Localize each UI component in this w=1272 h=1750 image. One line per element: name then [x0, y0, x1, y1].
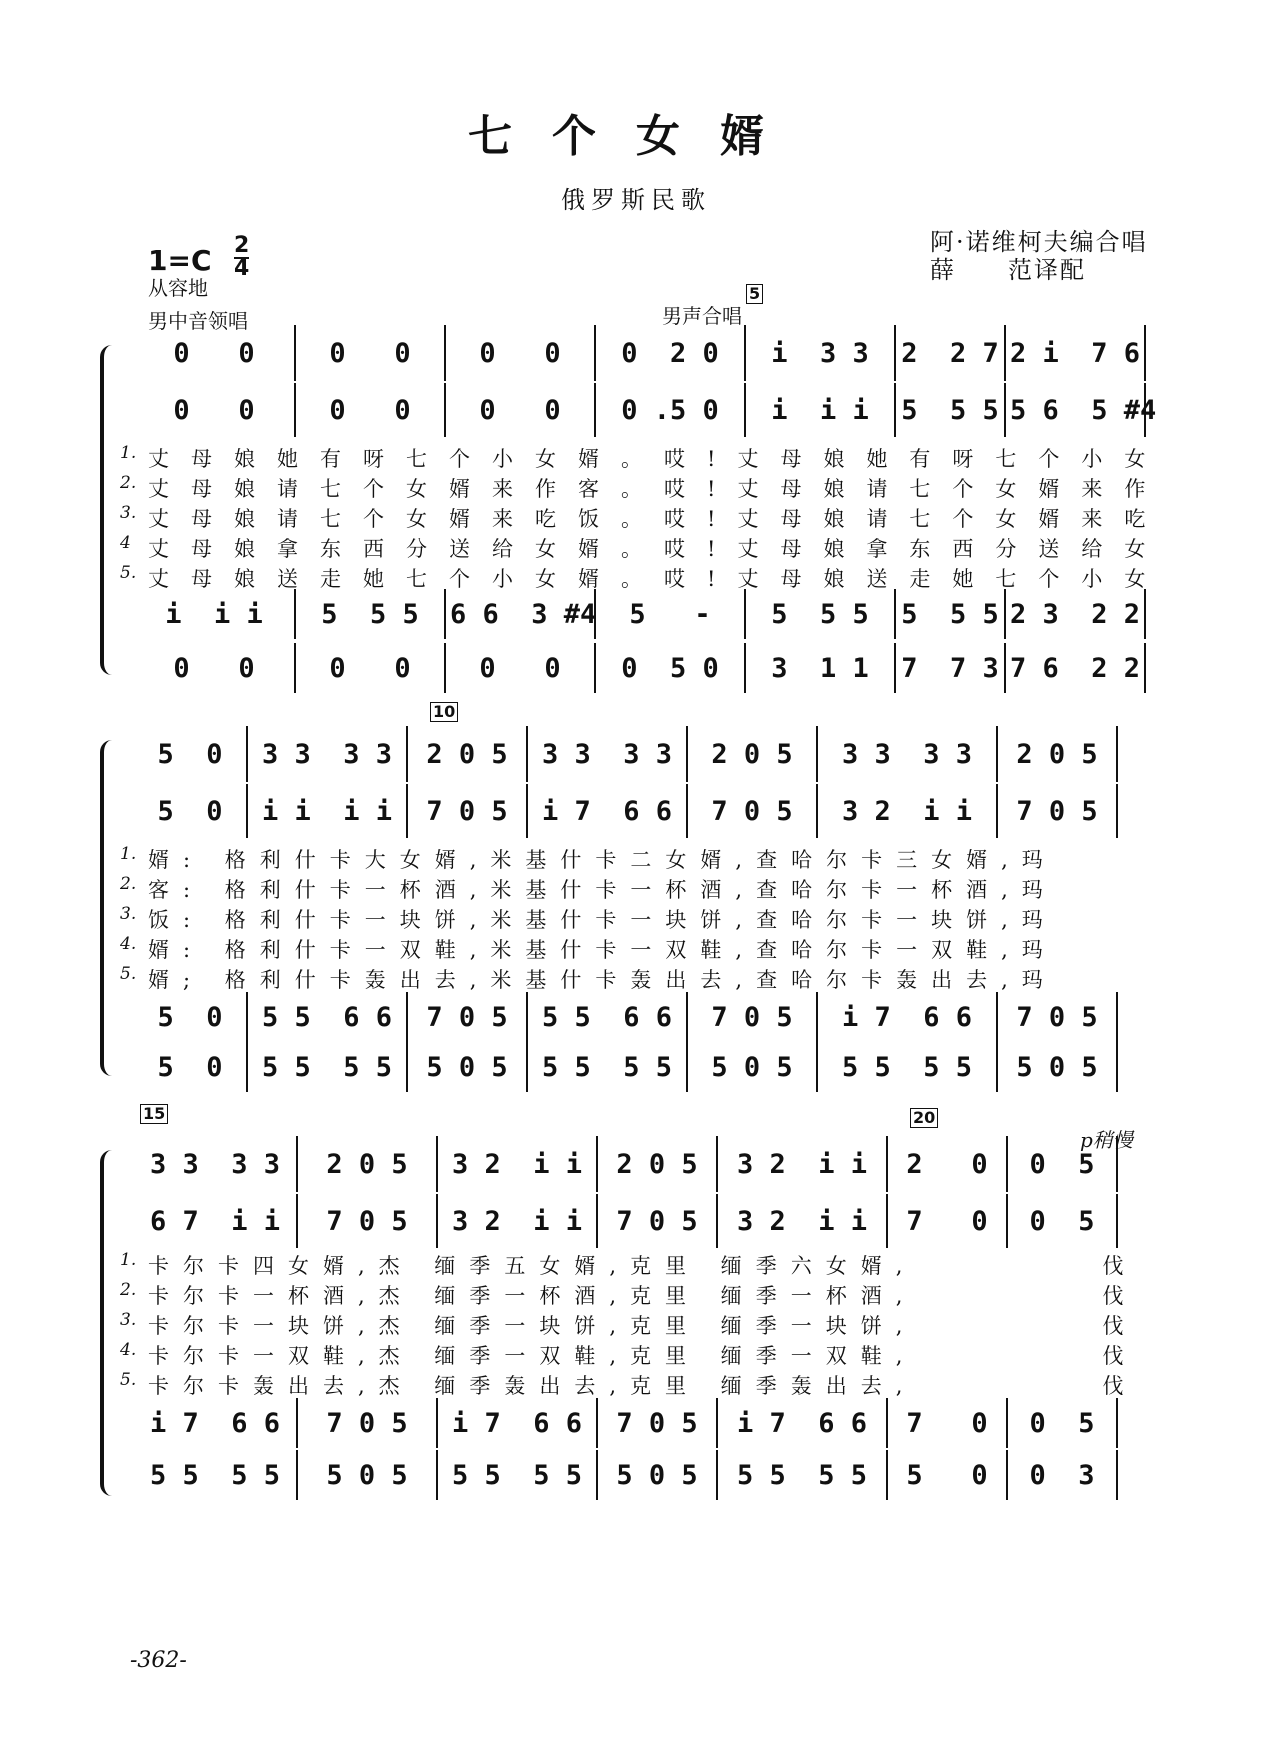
notes: 2 i 7 6: [1010, 337, 1141, 369]
notes: i 3 3: [771, 337, 869, 369]
time-signature-bottom: 4: [234, 256, 250, 281]
measure: [138, 643, 296, 693]
measure: [296, 589, 446, 639]
notes: 3 3 3 3: [841, 738, 973, 770]
notes: 5 0 5: [326, 1459, 408, 1491]
notes: 2 0 5: [711, 738, 793, 770]
score-system-1: [100, 325, 1180, 695]
measure: [298, 1450, 438, 1500]
lyric-line: [120, 503, 1180, 533]
measure: [598, 1398, 718, 1448]
lyric-line: [120, 1340, 1180, 1370]
tempo-marking: 从容地: [148, 276, 208, 300]
notes: 7 0 5: [711, 1001, 793, 1033]
lyric-line: [120, 473, 1180, 503]
lyric-line: [120, 1280, 1180, 1310]
notes: 2 0 5: [1016, 738, 1098, 770]
notes: 5 0: [906, 1459, 988, 1491]
notes: 7 0: [906, 1205, 988, 1237]
measure: [718, 1398, 888, 1448]
measure: [896, 643, 1006, 693]
verse-number: 4.: [120, 934, 137, 954]
notes: 5 0 5: [1016, 1051, 1098, 1083]
part-lead-label: 男中音领唱: [148, 309, 248, 333]
measure: [446, 383, 596, 437]
measure: [888, 1194, 1008, 1248]
notes: 0 0: [479, 394, 561, 426]
measure: [138, 383, 296, 437]
measure: [596, 383, 746, 437]
lyric-line: [120, 1250, 1180, 1280]
verse-number: 2.: [120, 874, 137, 894]
measure: [528, 1042, 688, 1092]
notes: 7 7 3: [901, 652, 999, 684]
measure: [1006, 589, 1146, 639]
verse-number: 4.: [120, 1340, 137, 1360]
notes: 7 0 5: [426, 795, 508, 827]
verse-number: 1.: [120, 1250, 137, 1270]
measure: [818, 784, 998, 838]
measure: [446, 589, 596, 639]
notes: 0 0: [329, 652, 411, 684]
measure: [408, 992, 528, 1042]
notes: 3 2 i i: [736, 1148, 868, 1180]
arranger-credit: 阿·诺维柯夫编合唱: [930, 228, 1148, 256]
lyric-text: 卡尔卡轰出去,杰 缅季轰出去,克里 缅季轰出去, 伐: [148, 1374, 1138, 1398]
notes: 0 .5 0: [621, 394, 719, 426]
notes: 2 0 5: [616, 1148, 698, 1180]
notes: 5 5 5 5: [841, 1051, 973, 1083]
lyric-line: [120, 533, 1180, 563]
measure: [248, 992, 408, 1042]
lyric-text: 丈母娘送走她七个小女婿。哎!丈母娘送走她七个小女: [148, 567, 1168, 591]
notes: 7 0 5: [1016, 795, 1098, 827]
notes: 2 3 2 2: [1010, 598, 1141, 630]
notes: 7 0 5: [616, 1407, 698, 1439]
notes: 7 0 5: [711, 795, 793, 827]
lyric-text: 丈母娘她有呀七个小女婿。哎!丈母娘她有呀七个小女: [148, 447, 1168, 471]
notes: i 7 6 6: [736, 1407, 868, 1439]
time-signature-top: 2: [234, 233, 250, 258]
measure: [1008, 1450, 1118, 1500]
notes: i i i i: [261, 795, 393, 827]
time-signature: [234, 233, 250, 281]
notes: 0 5: [1029, 1407, 1095, 1439]
voice-row-3: [138, 1398, 1188, 1448]
slow-marking: p稍慢: [1080, 1128, 1133, 1152]
measure: [688, 784, 818, 838]
measure: [138, 1450, 298, 1500]
lyric-line: [120, 443, 1180, 473]
measure: [248, 784, 408, 838]
measure: [718, 1194, 888, 1248]
measure: [438, 1136, 598, 1192]
lyric-text: 客: 格利什卡一杯酒,米基什卡一杯酒,查哈尔卡一杯酒,玛: [148, 878, 1057, 902]
notes: 7 0 5: [426, 1001, 508, 1033]
measure: [138, 1136, 298, 1192]
lyric-line: [120, 1370, 1180, 1400]
notes: 5 5 5 5: [261, 1051, 393, 1083]
measure: [596, 325, 746, 381]
voice-row-4: [138, 643, 1188, 693]
measure: [138, 589, 296, 639]
measure-mark-15: 15: [140, 1104, 168, 1124]
measure: [746, 325, 896, 381]
measure: [998, 784, 1118, 838]
notes: 5 5 5 5: [736, 1459, 868, 1491]
measure: [598, 1194, 718, 1248]
measure: [138, 784, 248, 838]
measure: [596, 589, 746, 639]
score-system-3: [100, 1136, 1180, 1516]
notes: 5 0: [157, 795, 223, 827]
notes: 0 0: [173, 652, 255, 684]
verse-number: 1.: [120, 443, 137, 463]
notes: 5 0: [157, 738, 223, 770]
notes: 5 0 5: [616, 1459, 698, 1491]
measure: [1006, 325, 1146, 381]
verse-number: 2.: [120, 473, 137, 493]
notes: 0 3: [1029, 1459, 1095, 1491]
notes: 7 0 5: [326, 1205, 408, 1237]
voice-row-1: [138, 325, 1188, 381]
measure: [888, 1136, 1008, 1192]
notes: 2 2 7: [901, 337, 999, 369]
measure: [1006, 383, 1157, 437]
notes: 5 5 5: [901, 598, 999, 630]
verse-number: 1.: [120, 844, 137, 864]
notes: 7 0: [906, 1407, 988, 1439]
notes: 3 3 3 3: [261, 738, 393, 770]
lyric-text: 卡尔卡一块饼,杰 缅季一块饼,克里 缅季一块饼, 伐: [148, 1314, 1138, 1338]
measure: [248, 1042, 408, 1092]
measure: [896, 325, 1006, 381]
part-choir-label: 男声合唱: [662, 304, 742, 328]
system-brace: [100, 1150, 118, 1496]
verse-number: 3.: [120, 1310, 137, 1330]
system-brace: [100, 740, 118, 1076]
lyric-text: 丈母娘请七个女婿来作客。哎!丈母娘请七个女婿来作: [148, 477, 1168, 501]
lyric-line: [120, 904, 1180, 934]
lyric-text: 婿: 格利什卡大女婿,米基什卡二女婿,查哈尔卡三女婿,玛: [148, 848, 1057, 872]
measure: [1008, 1136, 1118, 1192]
measure: [296, 643, 446, 693]
verse-number: 4: [120, 533, 131, 553]
notes: 7 0 5: [1016, 1001, 1098, 1033]
measure: [138, 325, 296, 381]
measure: [688, 1042, 818, 1092]
notes: 5 5 5: [901, 394, 999, 426]
measure-mark-20: 20: [910, 1108, 938, 1128]
measure: [818, 726, 998, 782]
notes: 5 0 5: [426, 1051, 508, 1083]
measure: [818, 1042, 998, 1092]
measure: [528, 726, 688, 782]
notes: 6 7 i i: [149, 1205, 281, 1237]
song-subtitle: 俄罗斯民歌: [561, 186, 711, 214]
notes: 0 5: [1029, 1205, 1095, 1237]
notes: 5 0: [157, 1051, 223, 1083]
lyric-line: [120, 1310, 1180, 1340]
notes: 5 5 5 5: [451, 1459, 583, 1491]
measure: [1008, 1194, 1118, 1248]
lyric-text: 卡尔卡四女婿,杰 缅季五女婿,克里 缅季六女婿, 伐: [148, 1254, 1138, 1278]
notes: 5 0: [157, 1001, 223, 1033]
translator-credit: 薛 范译配: [930, 256, 1086, 284]
measure: [438, 1398, 598, 1448]
notes: 7 0 5: [326, 1407, 408, 1439]
measure: [1008, 1398, 1118, 1448]
notes: 0 5: [1029, 1148, 1095, 1180]
measure: [298, 1136, 438, 1192]
notes: 5 5 6 6: [261, 1001, 393, 1033]
voice-row-1: [138, 1136, 1188, 1192]
lyric-text: 婿; 格利什卡轰出去,米基什卡轰出去,查哈尔卡轰出去,玛: [148, 968, 1057, 992]
measure: [998, 726, 1118, 782]
voice-row-2: [138, 1194, 1188, 1248]
notes: 5 5 6 6: [541, 1001, 673, 1033]
notes: 5 5 5 5: [149, 1459, 281, 1491]
verse-number: 5.: [120, 1370, 137, 1390]
measure: [446, 325, 596, 381]
measure: [408, 726, 528, 782]
verse-number: 2.: [120, 1280, 137, 1300]
measure: [596, 643, 746, 693]
verse-number: 5.: [120, 964, 137, 984]
verse-number: 3.: [120, 904, 137, 924]
verse-number: 5.: [120, 563, 137, 583]
measure: [138, 992, 248, 1042]
lyric-text: 丈母娘拿东西分送给女婿。哎!丈母娘拿东西分送给女: [148, 537, 1168, 561]
notes: i i i: [771, 394, 869, 426]
measure: [248, 726, 408, 782]
system-brace: [100, 345, 118, 675]
measure: [408, 784, 528, 838]
measure-mark-5: 5: [746, 284, 763, 304]
notes: 3 3 3 3: [541, 738, 673, 770]
verse-number: 3.: [120, 503, 137, 523]
notes: 0 0: [329, 394, 411, 426]
measure: [688, 726, 818, 782]
measure: [138, 1398, 298, 1448]
notes: 0 0: [173, 394, 255, 426]
voice-row-1: [138, 726, 1188, 782]
measure: [888, 1398, 1008, 1448]
voice-row-4: [138, 1042, 1188, 1092]
measure: [598, 1450, 718, 1500]
measure: [998, 1042, 1118, 1092]
notes: 7 6 2 2: [1010, 652, 1141, 684]
notes: i 7 6 6: [149, 1407, 281, 1439]
lyric-line: [120, 844, 1180, 874]
key-signature: 1=C: [148, 244, 212, 277]
lyric-text: 卡尔卡一双鞋,杰 缅季一双鞋,克里 缅季一双鞋, 伐: [148, 1344, 1138, 1368]
measure: [718, 1450, 888, 1500]
measure: [896, 589, 1006, 639]
measure: [718, 1136, 888, 1192]
measure: [298, 1398, 438, 1448]
measure: [746, 383, 896, 437]
voice-row-2: [138, 784, 1188, 838]
lyric-line: [120, 934, 1180, 964]
notes: 2 0 5: [426, 738, 508, 770]
notes: 0 2 0: [621, 337, 719, 369]
measure: [598, 1136, 718, 1192]
song-title: 七个女婿: [468, 111, 804, 162]
notes: 3 2 i i: [451, 1148, 583, 1180]
measure: [138, 726, 248, 782]
page-number: -362-: [130, 1648, 187, 1673]
notes: i 7 6 6: [451, 1407, 583, 1439]
lyric-text: 丈母娘请七个女婿来吃饭。哎!丈母娘请七个女婿来吃: [148, 507, 1168, 531]
lyric-line: [120, 874, 1180, 904]
measure: [528, 992, 688, 1042]
voice-row-4: [138, 1450, 1188, 1500]
notes: 3 1 1: [771, 652, 869, 684]
notes: 0 0: [329, 337, 411, 369]
notes: 3 3 3 3: [149, 1148, 281, 1180]
lyric-text: 婿: 格利什卡一双鞋,米基什卡一双鞋,查哈尔卡一双鞋,玛: [148, 938, 1057, 962]
notes: 0 0: [479, 652, 561, 684]
measure-mark-10: 10: [430, 702, 458, 722]
measure: [998, 992, 1118, 1042]
notes: 0 0: [173, 337, 255, 369]
notes: 2 0: [906, 1148, 988, 1180]
voice-row-3: [138, 992, 1188, 1042]
measure: [1006, 643, 1146, 693]
notes: 3 2 i i: [451, 1205, 583, 1237]
measure: [138, 1042, 248, 1092]
measure: [298, 1194, 438, 1248]
measure: [438, 1450, 598, 1500]
score-system-2: [100, 726, 1180, 1096]
notes: 5 5 5: [321, 598, 419, 630]
notes: 3 2 i i: [841, 795, 973, 827]
measure: [408, 1042, 528, 1092]
measure: [296, 383, 446, 437]
notes: 5 5 5: [771, 598, 869, 630]
measure: [138, 1194, 298, 1248]
voice-row-3: [138, 589, 1188, 639]
notes: 2 0 5: [326, 1148, 408, 1180]
measure: [688, 992, 818, 1042]
voice-row-2: [138, 383, 1188, 437]
notes: i 7 6 6: [541, 795, 673, 827]
measure: [896, 383, 1006, 437]
notes: 5 0 5: [711, 1051, 793, 1083]
measure: [296, 325, 446, 381]
notes: 0 0: [479, 337, 561, 369]
notes: 5 6 5 #4: [1010, 394, 1157, 426]
notes: 5 5 5 5: [541, 1051, 673, 1083]
notes: i 7 6 6: [841, 1001, 973, 1033]
notes: 6 6 3 #4: [450, 598, 597, 630]
notes: 0 5 0: [621, 652, 719, 684]
measure: [438, 1194, 598, 1248]
lyric-line: [120, 964, 1180, 994]
measure: [746, 589, 896, 639]
notes: 7 0 5: [616, 1205, 698, 1237]
notes: i i i: [165, 598, 263, 630]
measure: [818, 992, 998, 1042]
notes: 5 -: [629, 598, 711, 630]
measure: [888, 1450, 1008, 1500]
lyric-text: 卡尔卡一杯酒,杰 缅季一杯酒,克里 缅季一杯酒, 伐: [148, 1284, 1138, 1308]
lyric-text: 饭: 格利什卡一块饼,米基什卡一块饼,查哈尔卡一块饼,玛: [148, 908, 1057, 932]
measure: [528, 784, 688, 838]
notes: 3 2 i i: [736, 1205, 868, 1237]
measure: [446, 643, 596, 693]
measure: [746, 643, 896, 693]
